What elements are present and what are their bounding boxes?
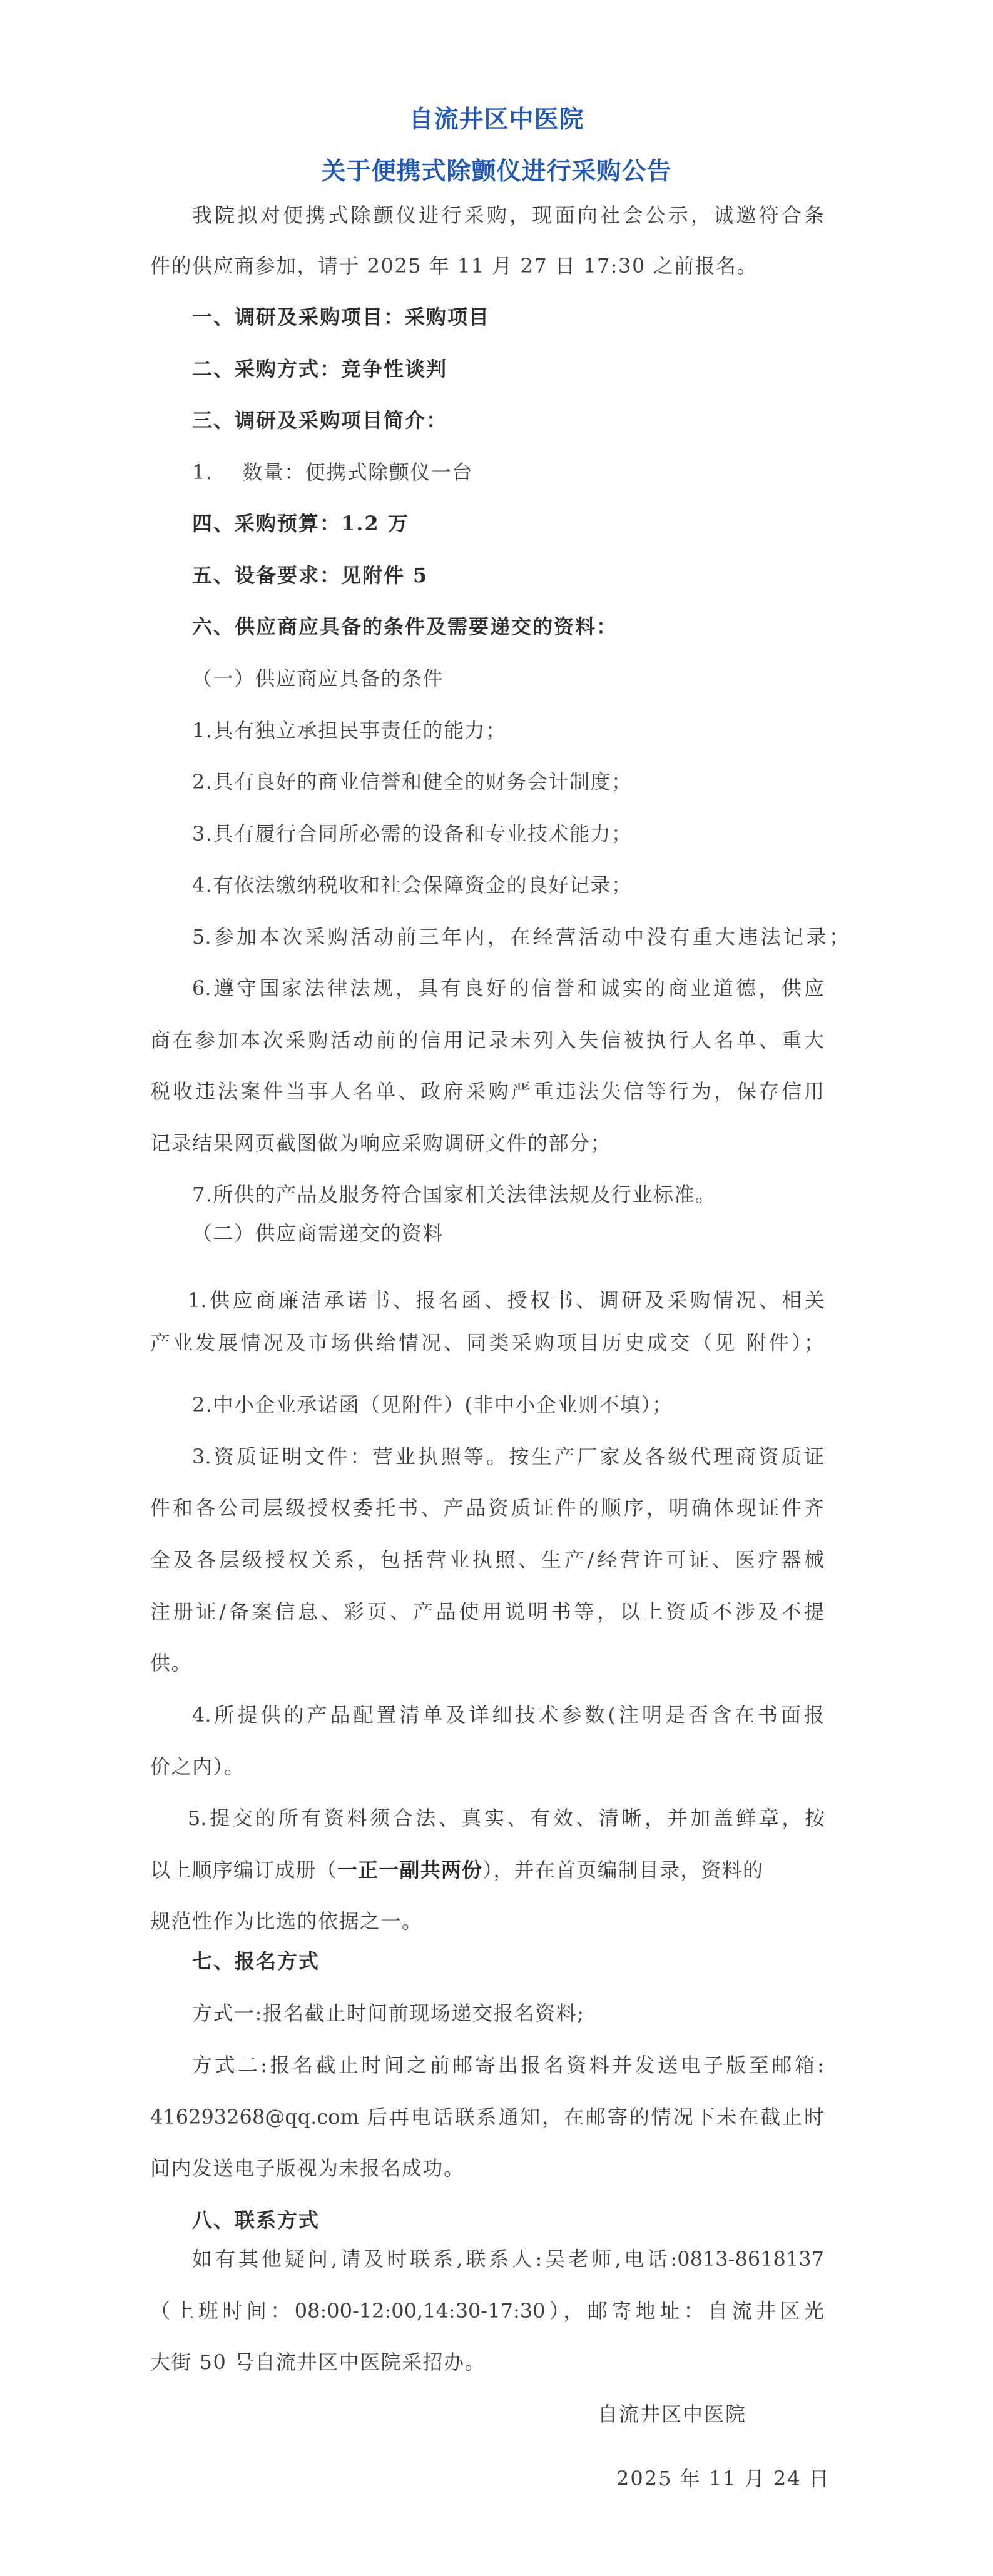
document-1-line-2: 产业发展情况及市场供给情况、同类采购项目历史成交（见 附件）；	[150, 1331, 824, 1355]
document-4-line-2: 价之内）。	[150, 1755, 245, 1779]
condition-1: 1.具有独立承担民事责任的能力；	[192, 719, 507, 742]
document-1-line-1: 1.供应商廉洁承诺书、报名函、授权书、调研及采购情况、相关	[188, 1288, 825, 1312]
section-7-heading: 七、报名方式	[192, 1949, 320, 1973]
condition-7: 7.所供的产品及服务符合国家相关法律法规及行业标准。	[192, 1183, 716, 1206]
intro-line-2: 件的供应商参加，请于 2025 年 11 月 27 日 17:30 之前报名。	[150, 254, 758, 278]
section-5-heading: 五、设备要求：见附件 5	[192, 563, 429, 587]
hospital-name: 自流井区中医院	[409, 106, 584, 134]
document-4-line-1: 4.所提供的产品配置清单及详细技术参数(注明是否含在书面报	[192, 1703, 824, 1727]
condition-5: 5.参加本次采购活动前三年内，在经营活动中没有重大违法记录；	[192, 925, 849, 949]
contact-line-3: 大街 50 号自流井区中医院采招办。	[150, 2350, 486, 2374]
condition-4: 4.有依法缴纳税收和社会保障资金的良好记录；	[192, 873, 633, 897]
signature-organization: 自流井区中医院	[598, 2402, 747, 2426]
section-4-heading: 四、采购预算：1.2 万	[192, 512, 409, 535]
section-2-heading: 二、采购方式：竞争性谈判	[192, 357, 448, 381]
section-6-subheading-2: （二）供应商需递交的资料	[192, 1221, 444, 1245]
document-3-line-1: 3.资质证明文件：营业执照等。按生产厂家及各级代理商资质证	[192, 1445, 824, 1468]
document-5-line-2-start: 以上顺序编订成册（	[150, 1858, 337, 1882]
document-5-line-1: 5.提交的所有资料须合法、真实、有效、清晰，并加盖鲜章，按	[188, 1806, 825, 1830]
document-5-line-2-end: ），并在首页编制目录，资料的	[482, 1858, 764, 1882]
section-3-heading: 三、调研及采购项目简介：	[192, 408, 448, 432]
document-5-line-2	[150, 1857, 763, 1882]
announcement-title: 关于便携式除颤仪进行采购公告	[321, 158, 672, 186]
section-6-subheading-1: （一）供应商应具备的条件	[192, 667, 444, 690]
contact-line-1: 如有其他疑问,请及时联系,联系人:吴老师,电话:0813-8618137	[192, 2247, 824, 2271]
condition-2: 2.具有良好的商业信誉和健全的财务会计制度；	[192, 770, 633, 794]
contact-line-2: （上班时间：08:00-12:00,14:30-17:30），邮寄地址：自流井区光	[150, 2299, 824, 2323]
condition-3: 3.具有履行合同所必需的设备和专业技术能力；	[192, 822, 633, 846]
registration-method-2-line-1: 方式二:报名截止时间之前邮寄出报名资料并发送电子版至邮箱:	[192, 2053, 824, 2077]
document-3-line-5: 供。	[150, 1651, 193, 1675]
registration-method-1: 方式一:报名截止时间前现场递交报名资料;	[192, 2001, 585, 2025]
document-5-line-3: 规范性作为比选的依据之一。	[150, 1909, 423, 1933]
condition-6-line-3: 税收违法案件当事人名单、政府采购严重违法失信等行为，保存信用	[150, 1079, 824, 1103]
section-8-heading: 八、联系方式	[192, 2208, 320, 2232]
condition-6-line-1: 6.遵守国家法律法规，具有良好的信誉和诚实的商业道德，供应	[192, 976, 824, 1000]
intro-line-1: 我院拟对便携式除颤仪进行采购，现面向社会公示，诚邀符合条	[192, 203, 824, 227]
document-3-line-2: 件和各公司层级授权委托书、产品资质证件的顺序，明确体现证件齐	[150, 1496, 824, 1520]
condition-6-line-2: 商在参加本次采购活动前的信用记录未列入失信被执行人名单、重大	[150, 1028, 824, 1052]
document-3-line-4: 注册证/备案信息、彩页、产品使用说明书等，以上资质不涉及不提	[150, 1600, 824, 1624]
signature-date: 2025 年 11 月 24 日	[616, 2467, 830, 2490]
registration-method-2-line-2: 416293268@qq.com 后再电话联系通知，在邮寄的情况下未在截止时	[150, 2105, 824, 2129]
document-2: 2.中小企业承诺函（见附件）(非中小企业则不填）；	[192, 1393, 673, 1417]
copies-emphasis: 一正一副共两份	[337, 1858, 483, 1882]
document-3-line-3: 全及各层级授权关系，包括营业执照、生产/经营许可证、医疗器械	[150, 1548, 824, 1572]
section-1-heading: 一、调研及采购项目：采购项目	[192, 305, 491, 329]
registration-method-2-line-3: 间内发送电子版视为未报名成功。	[150, 2156, 465, 2180]
section-6-heading: 六、供应商应具备的条件及需要递交的资料：	[192, 615, 618, 639]
condition-6-line-4: 记录结果网页截图做为响应采购调研文件的部分；	[150, 1131, 612, 1155]
section-3-item: 1. 数量：便携式除颤仪一台	[192, 460, 473, 484]
